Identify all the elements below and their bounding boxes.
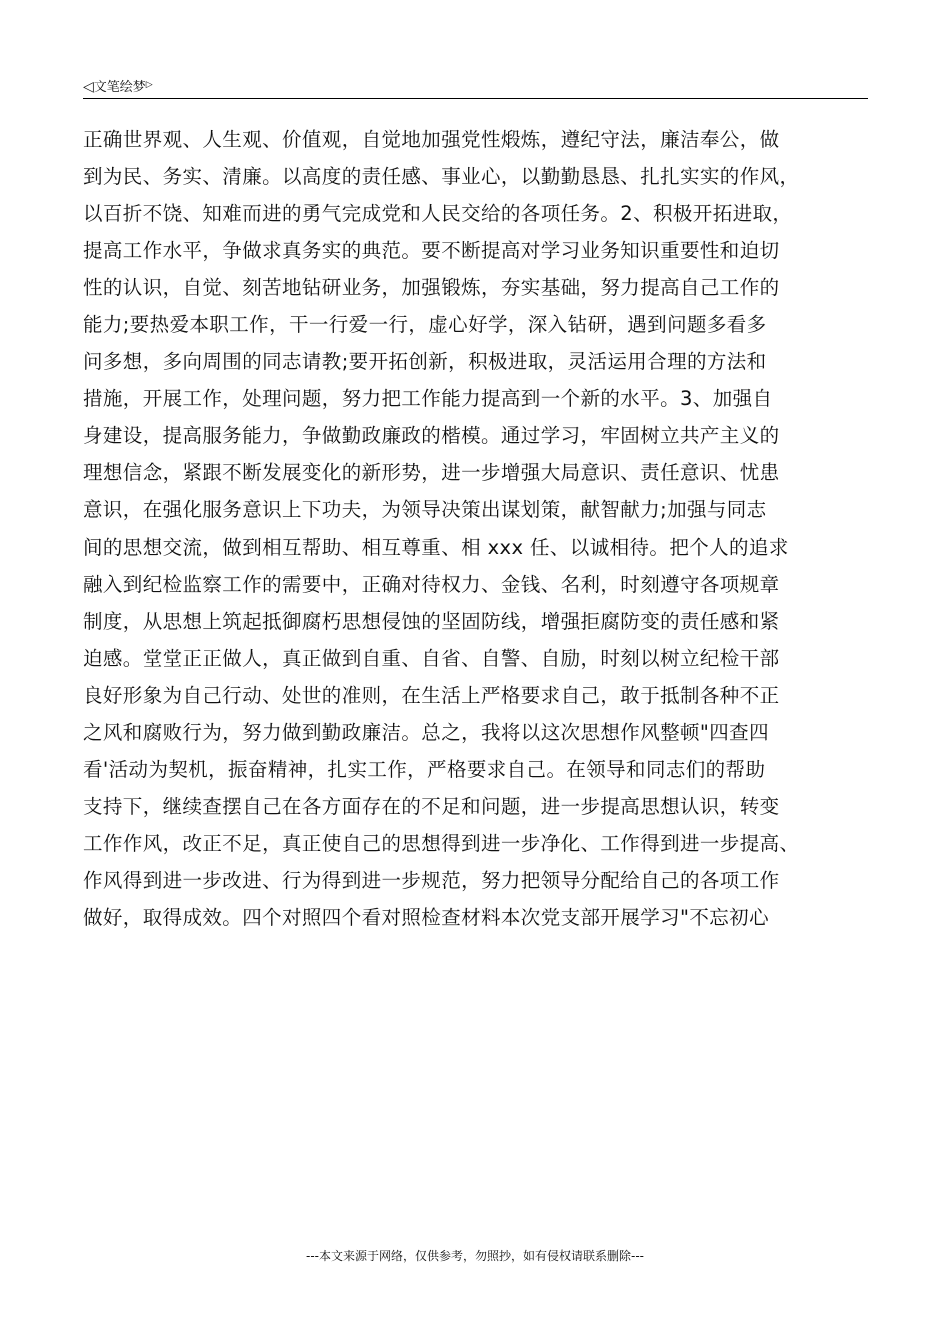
header-logo-text: 文笔绘梦 <box>93 80 146 95</box>
body-line: 以百折不饶、知难而进的勇气完成党和人民交给的各项任务。2、积极开拓进取， <box>83 202 793 226</box>
body-line: 措施，开展工作，处理问题，努力把工作能力提高到一个新的水平。3、加强自 <box>83 387 773 411</box>
body-line: 提高工作水平，争做求真务实的典范。要不断提高对学习业务知识重要性和迫切 <box>83 239 780 263</box>
body-line: 作风得到进一步改进、行为得到进一步规范，努力把领导分配给自己的各项工作 <box>83 868 780 892</box>
body-line: 融入到纪检监察工作的需要中，正确对待权力、金钱、名利，时刻遵守各项规章 <box>83 572 780 596</box>
body-line: 意识，在强化服务意识上下功夫，为领导决策出谋划策，献智献力;加强与同志 <box>83 498 767 522</box>
body-line: 理想信念，紧跟不断发展变化的新形势，进一步增强大局意识、责任意识、忧患 <box>83 461 780 485</box>
body-line: 能力;要热爱本职工作，干一行爱一行，虚心好学，深入钻研，遇到问题多看多 <box>83 313 767 337</box>
body-line: 制度，从思想上筑起抵御腐朽思想侵蚀的坚固防线，增强拒腐防变的责任感和紧 <box>83 609 780 633</box>
body-line: 做好，取得成效。四个对照四个看对照检查材料本次党支部开展学习"不忘初心 <box>83 905 769 929</box>
body-line: 身建设，提高服务能力，争做勤政廉政的楷模。通过学习，牢固树立共产主义的 <box>83 424 780 448</box>
body-line: 支持下，继续查摆自己在各方面存在的不足和问题，进一步提高思想认识，转变 <box>83 794 780 818</box>
document-body <box>83 121 873 936</box>
header-logo <box>83 76 153 97</box>
left-triangle-icon: ◁ <box>83 79 94 95</box>
right-triangle-icon: ▷ <box>145 80 153 90</box>
body-line: 迫感。堂堂正正做人，真正做到自重、自省、自警、自励，时刻以树立纪检干部 <box>83 646 780 670</box>
body-line: 正确世界观、人生观、价值观，自觉地加强党性煅炼，遵纪守法，廉洁奉公，做 <box>83 128 780 151</box>
body-line: 性的认识，自觉、刻苦地钻研业务，加强锻炼，夯实基础，努力提高自己工作的 <box>83 276 780 300</box>
body-line: 之风和腐败行为，努力做到勤政廉洁。总之，我将以这次思想作风整顿"四查四 <box>83 720 769 744</box>
page-footer: ---本文来源于网络，仅供参考，勿照抄，如有侵权请联系删除--- <box>306 1249 644 1263</box>
body-line: 间的思想交流，做到相互帮助、相互尊重、相 xxx 任、以诚相待。把个人的追求 <box>83 535 789 559</box>
body-line: 到为民、务实、清廉。以高度的责任感、事业心，以勤勤恳恳、扎扎实实的作风， <box>83 165 800 189</box>
body-line: 看'活动为契机，振奋精神，扎实工作，严格要求自己。在领导和同志们的帮助 <box>83 757 766 781</box>
body-line: 问多想，多向周围的同志请教;要开拓创新，积极进取，灵活运用合理的方法和 <box>83 350 767 374</box>
body-line: 工作作风，改正不足，真正使自己的思想得到进一步净化、工作得到进一步提高、 <box>83 831 800 855</box>
body-line: 良好形象为自己行动、处世的准则，在生活上严格要求自己，敢于抵制各种不正 <box>83 683 780 707</box>
page-header <box>83 74 868 99</box>
